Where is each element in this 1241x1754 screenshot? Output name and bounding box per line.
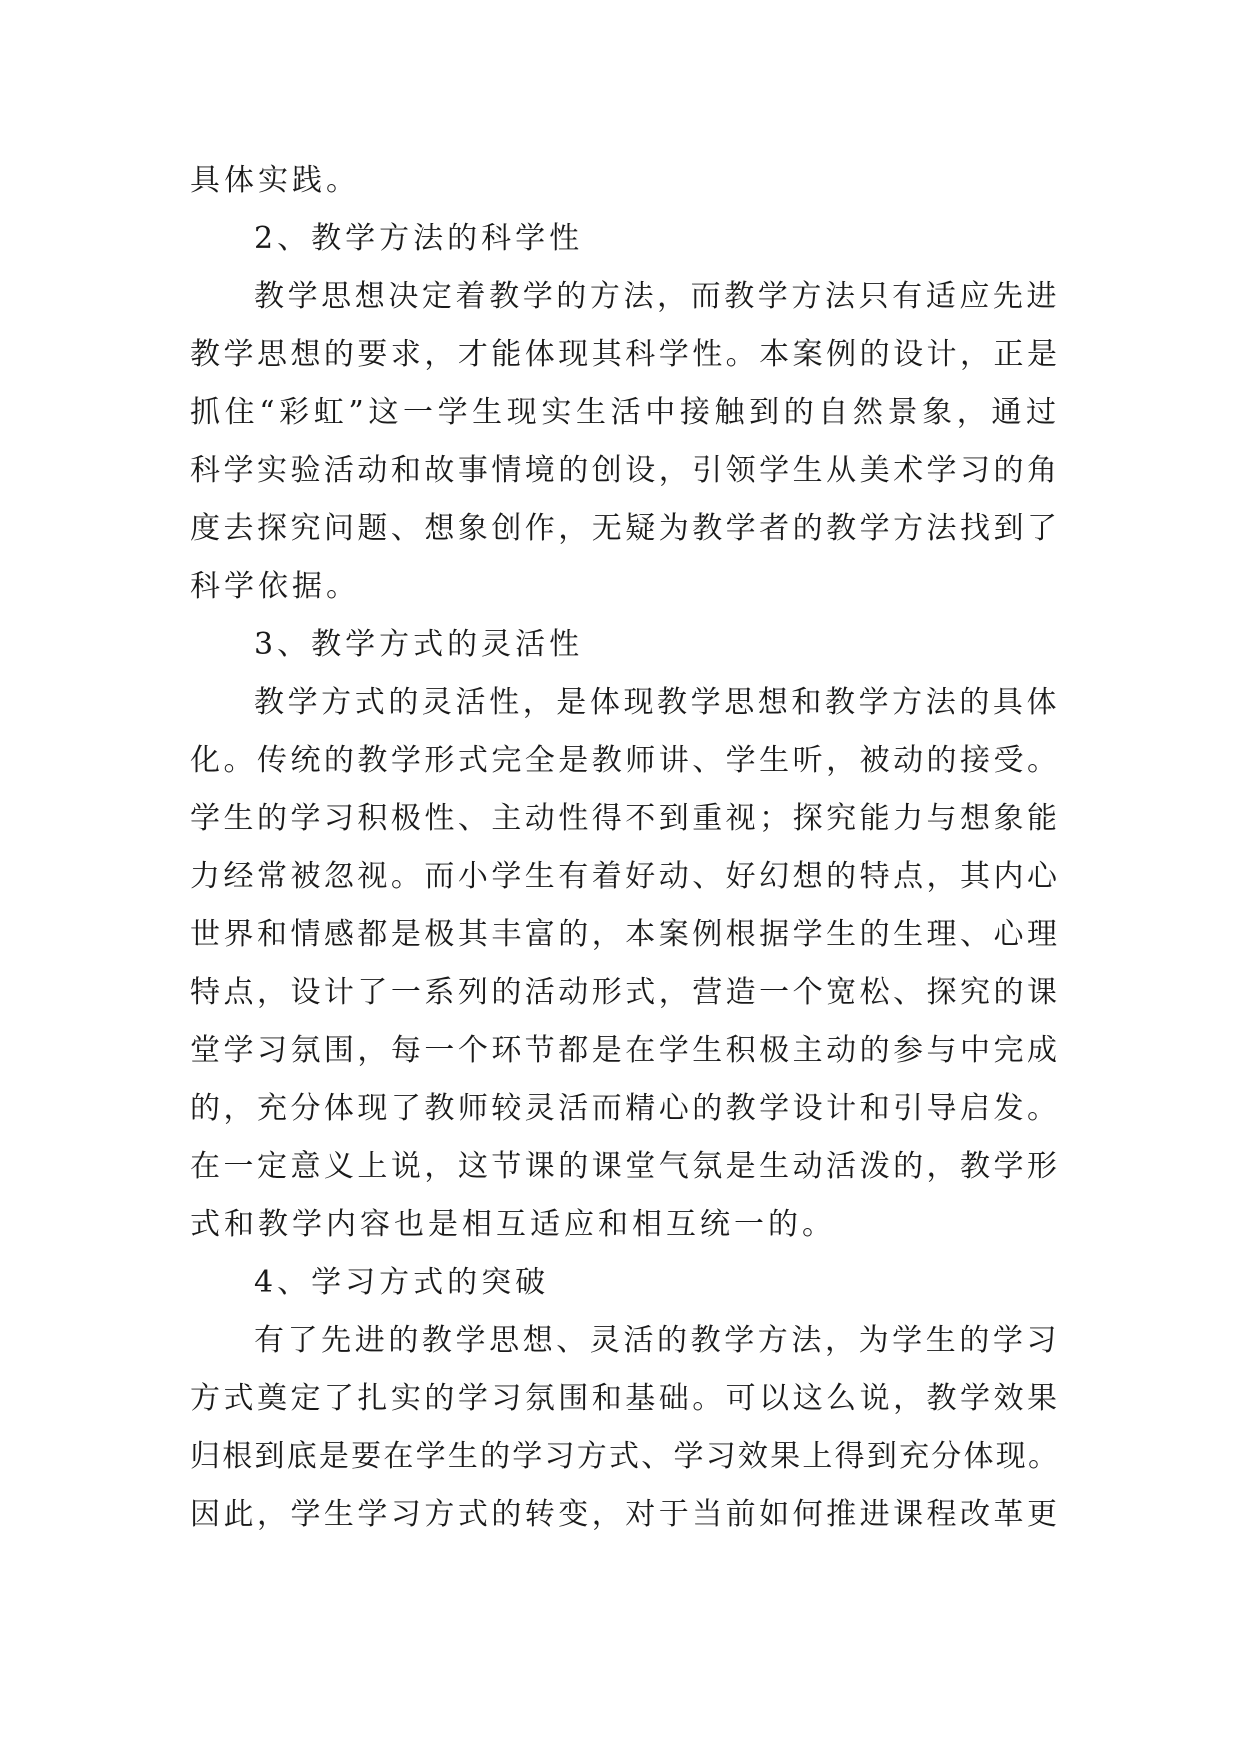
paragraph-line: 式和教学内容也是相互适应和相互统一的。 [190, 1207, 836, 1242]
paragraph-line: 堂学习氛围，每一个环节都是在学生积极主动的参与中完成 [190, 1033, 1060, 1068]
paragraph-line: 化。传统的教学形式完全是教师讲、学生听，被动的接受。 [190, 743, 1060, 778]
paragraph-line: 教学思想决定着教学的方法，而教学方法只有适应先进 [254, 279, 1060, 314]
paragraph-line: 特点，设计了一系列的活动形式，营造一个宽松、探究的课 [190, 975, 1060, 1010]
paragraph-line: 科学实验活动和故事情境的创设，引领学生从美术学习的角 [190, 453, 1060, 488]
paragraph-line: 在一定意义上说，这节课的课堂气氛是生动活泼的，教学形 [190, 1149, 1060, 1184]
paragraph-line: 度去探究问题、想象创作，无疑为教学者的教学方法找到了 [190, 511, 1060, 546]
paragraph-line: 归根到底是要在学生的学习方式、学习效果上得到充分体现。 [190, 1439, 1060, 1474]
paragraph-line: 力经常被忽视。而小学生有着好动、好幻想的特点，其内心 [190, 859, 1060, 894]
paragraph-line: 科学依据。 [190, 569, 360, 604]
paragraph-line: 有了先进的教学思想、灵活的教学方法，为学生的学习 [254, 1323, 1060, 1358]
paragraph-line: 抓住“彩虹”这一学生现实生活中接触到的自然景象，通过 [190, 395, 1060, 430]
body-text [190, 152, 1060, 1544]
paragraph-line: 教学方式的灵活性，是体现教学思想和教学方法的具体 [254, 685, 1060, 720]
section-heading: 3、教学方式的灵活性 [254, 627, 584, 662]
paragraph-line: 因此，学生学习方式的转变，对于当前如何推进课程改革更 [190, 1497, 1060, 1532]
paragraph-line: 具体实践。 [190, 163, 360, 198]
section-heading: 4、学习方式的突破 [254, 1265, 550, 1300]
paragraph-line: 教学思想的要求，才能体现其科学性。本案例的设计，正是 [190, 337, 1060, 372]
section-heading: 2、教学方法的科学性 [254, 221, 584, 256]
paragraph-line: 世界和情感都是极其丰富的，本案例根据学生的生理、心理 [190, 917, 1060, 952]
paragraph-line: 方式奠定了扎实的学习氛围和基础。可以这么说，教学效果 [190, 1381, 1060, 1416]
paragraph-line: 的，充分体现了教师较灵活而精心的教学设计和引导启发。 [190, 1091, 1060, 1126]
paragraph-line: 学生的学习积极性、主动性得不到重视；探究能力与想象能 [190, 801, 1060, 836]
